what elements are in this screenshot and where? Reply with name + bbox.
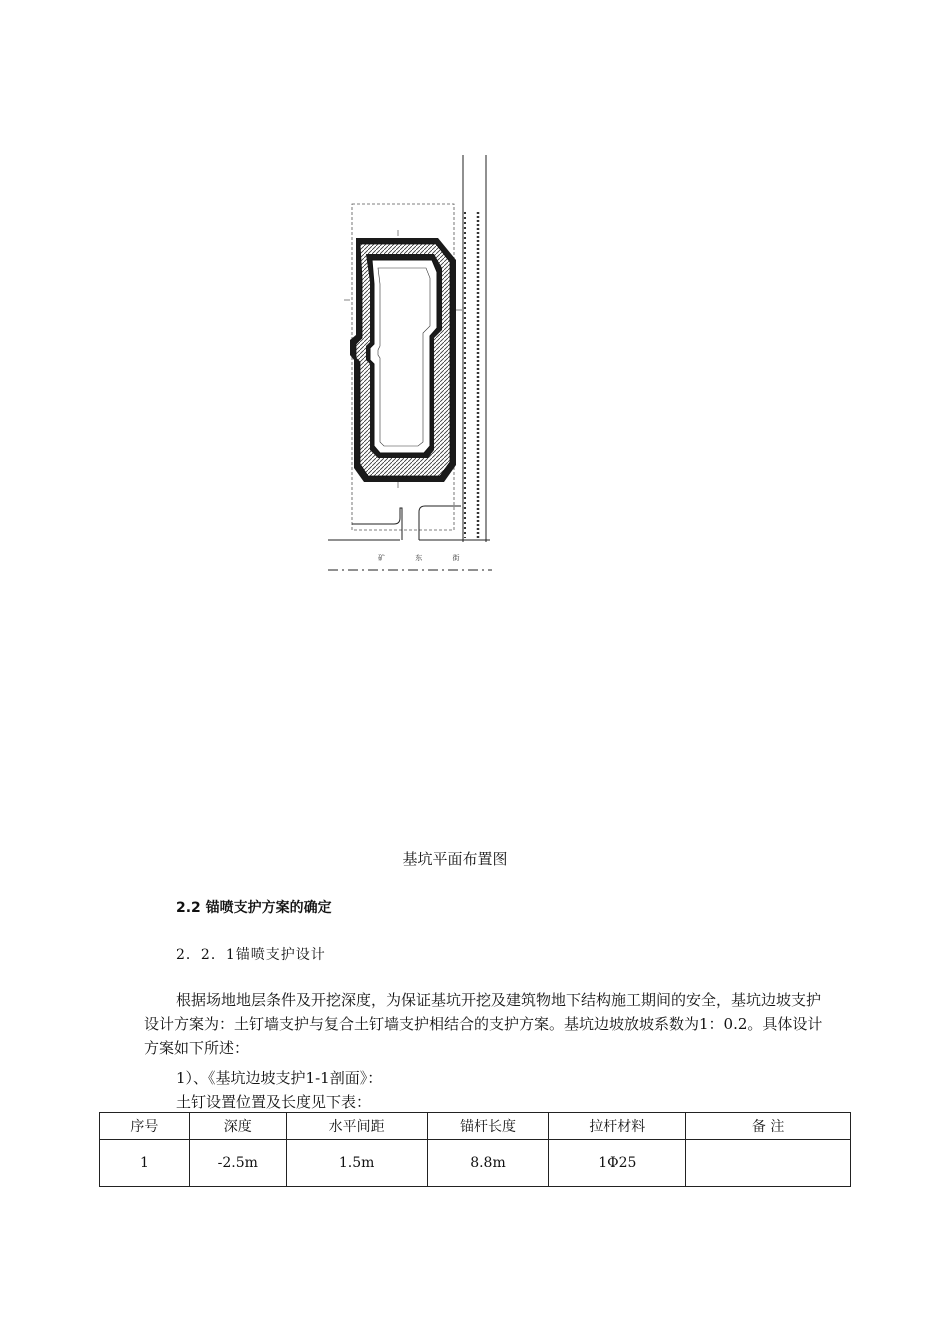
header-cell: 水平间距 bbox=[286, 1113, 427, 1140]
table-cell: -2.5m bbox=[189, 1140, 286, 1187]
table-header-row bbox=[100, 1113, 851, 1140]
table-cell: 1 bbox=[100, 1140, 190, 1187]
table-row bbox=[100, 1140, 851, 1187]
list-item-1: 1）、《基坑边坡支护1-1剖面》： bbox=[176, 1069, 383, 1087]
design-paragraph bbox=[144, 988, 824, 1060]
road-label: 矿 东 街 bbox=[378, 554, 474, 562]
table-cell bbox=[686, 1140, 851, 1187]
soil-nail-table bbox=[99, 1112, 851, 1187]
header-cell: 备 注 bbox=[686, 1113, 851, 1140]
table-cell: 8.8m bbox=[427, 1140, 549, 1187]
header-cell: 拉杆材料 bbox=[549, 1113, 686, 1140]
table-intro: 土钉设置位置及长度见下表： bbox=[176, 1093, 372, 1111]
subsection-heading: 2．2．1锚喷支护设计 bbox=[176, 947, 326, 963]
section-heading: 2.2 锚喷支护方案的确定 bbox=[176, 900, 332, 916]
table-cell: 1.5m bbox=[286, 1140, 427, 1187]
table-cell: 1Φ25 bbox=[549, 1140, 686, 1187]
header-cell: 深度 bbox=[189, 1113, 286, 1140]
header-cell: 序号 bbox=[100, 1113, 190, 1140]
paragraph-text: 根据场地地层条件及开挖深度，为保证基坑开挖及建筑物地下结构施工期间的安全，基坑边坡支护设计方案为：土钉墙支护与复合土钉墙支护相结合的支护方案。基坑边坡放坡系数为1：0.2。具体设计方案如下所述： bbox=[144, 991, 823, 1057]
excavation-plan-drawing bbox=[320, 150, 500, 580]
figure-caption: 基坑平面布置图 bbox=[402, 850, 508, 868]
header-cell: 锚杆长度 bbox=[427, 1113, 549, 1140]
